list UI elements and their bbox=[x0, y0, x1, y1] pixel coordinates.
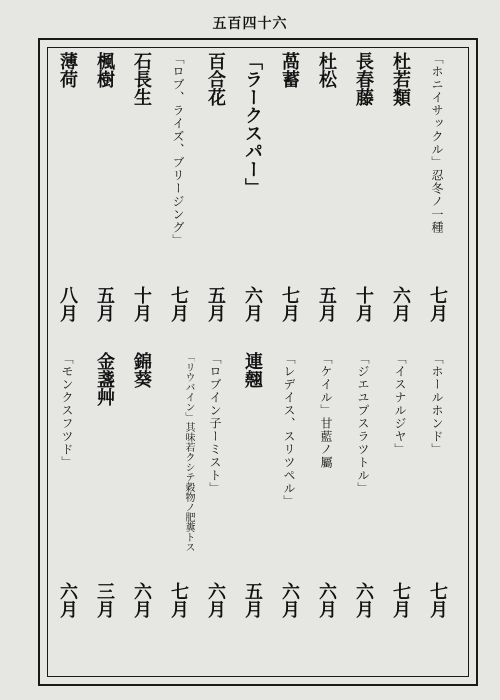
plant-name: 金盞艸 bbox=[94, 352, 115, 406]
plant-name: 「レデイス、スリツペル」 bbox=[282, 352, 296, 508]
flowering-month: 七月 bbox=[427, 582, 448, 618]
flowering-month: 五月 bbox=[94, 286, 115, 322]
plant-name: 石長生 bbox=[131, 52, 152, 106]
plant-name: 錦葵 bbox=[131, 352, 152, 388]
plant-name: 杜若類 bbox=[390, 52, 411, 106]
table-column bbox=[87, 52, 121, 628]
plant-name: 「ジエユプスラツトル」 bbox=[356, 352, 370, 495]
plant-name: 「モンクスフツド」 bbox=[60, 352, 74, 469]
plant-name: 「ホニイサックル」忍冬ノ一種 bbox=[430, 52, 444, 234]
flowering-month: 六月 bbox=[131, 582, 152, 618]
table-column bbox=[161, 52, 195, 628]
flowering-month: 十月 bbox=[131, 286, 152, 322]
flowering-month: 七月 bbox=[427, 286, 448, 322]
plant-name: 杜松 bbox=[316, 52, 337, 88]
plant-name: 「リウバイン」其味若クシテ穀物ノ肥糞トス bbox=[183, 352, 194, 552]
table-column bbox=[309, 52, 343, 628]
table-column bbox=[235, 52, 269, 628]
plant-name: 「イスナルジヤ」 bbox=[393, 352, 407, 456]
table-column bbox=[346, 52, 380, 628]
flowering-month: 八月 bbox=[57, 286, 78, 322]
plant-name: 「ラークスパー」 bbox=[242, 52, 263, 196]
flowering-month: 三月 bbox=[94, 582, 115, 618]
plant-name: 長春藤 bbox=[353, 52, 374, 106]
plant-name: 「ホールホンド」 bbox=[430, 352, 444, 456]
plant-name: 薄荷 bbox=[57, 52, 78, 88]
table-column bbox=[198, 52, 232, 628]
plant-name: 萵蓄 bbox=[279, 52, 300, 88]
plant-name: 「ロブ、ライズ、ブリージング」 bbox=[171, 52, 185, 247]
flowering-month: 六月 bbox=[242, 286, 263, 322]
flowering-month: 十月 bbox=[353, 286, 374, 322]
plant-name: 「ケイル」甘藍ノ屬 bbox=[319, 352, 333, 469]
table-column bbox=[124, 52, 158, 628]
plant-name: 百合花 bbox=[205, 52, 226, 106]
plant-name: 楓樹 bbox=[94, 52, 115, 88]
table-column bbox=[420, 52, 454, 628]
flowering-month: 六月 bbox=[353, 582, 374, 618]
flowering-month: 七月 bbox=[390, 582, 411, 618]
plant-name: 連翹 bbox=[242, 352, 263, 388]
flowering-month: 六月 bbox=[57, 582, 78, 618]
flowering-month: 五月 bbox=[316, 286, 337, 322]
flowering-month: 六月 bbox=[316, 582, 337, 618]
flowering-month: 五月 bbox=[242, 582, 263, 618]
table-column bbox=[383, 52, 417, 628]
plant-name: 「ロブイン子ーミスト」 bbox=[208, 352, 222, 495]
page-number: 五百四十六 bbox=[212, 16, 288, 32]
flowering-month: 六月 bbox=[390, 286, 411, 322]
flowering-month: 七月 bbox=[168, 286, 189, 322]
table-column bbox=[50, 52, 84, 628]
flowering-month: 六月 bbox=[205, 582, 226, 618]
flowering-month: 六月 bbox=[279, 582, 300, 618]
flowering-month: 七月 bbox=[279, 286, 300, 322]
table-column bbox=[272, 52, 306, 628]
flowering-month: 五月 bbox=[205, 286, 226, 322]
flowering-month: 七月 bbox=[168, 582, 189, 618]
